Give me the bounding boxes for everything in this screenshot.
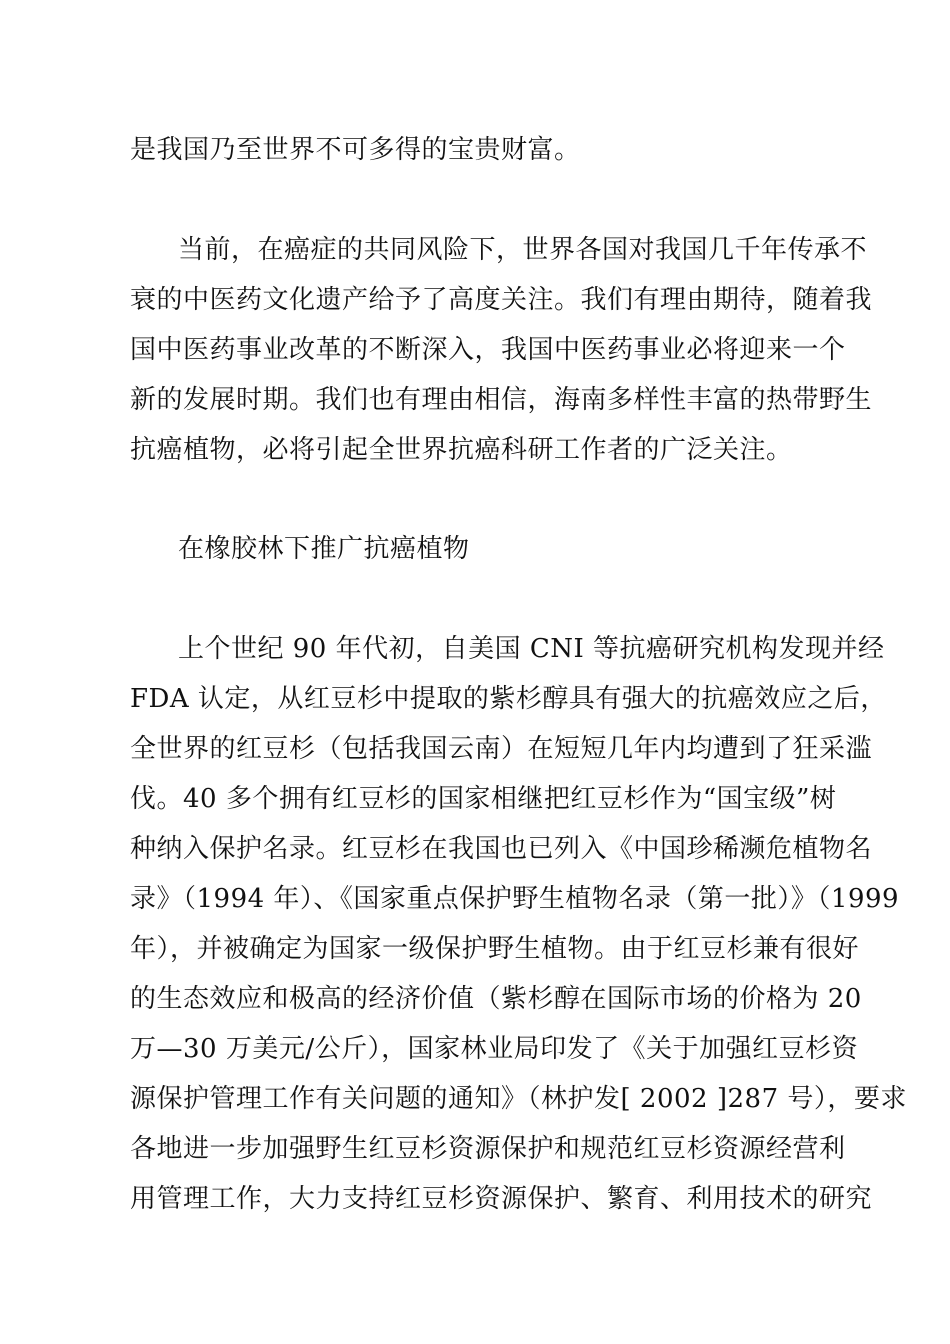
paragraph-line: 上个世纪 90 年代初，自美国 CNI 等抗癌研究机构发现并经 [178, 634, 885, 664]
paragraph-line: 各地进一步加强野生红豆杉资源保护和规范红豆杉资源经营利 [130, 1134, 846, 1164]
paragraph-line: 种纳入保护名录。红豆杉在我国也已列入《中国珍稀濒危植物名 [130, 834, 873, 864]
paragraph-line: 录》（1994 年）、《国家重点保护野生植物名录（第一批）》（1999 [130, 884, 900, 914]
paragraph-line: 新的发展时期。我们也有理由相信，海南多样性丰富的热带野生 [130, 385, 873, 415]
paragraph-line: 国中医药事业改革的不断深入，我国中医药事业必将迎来一个 [130, 335, 846, 365]
paragraph-line: FDA 认定，从红豆杉中提取的紫杉醇具有强大的抗癌效应之后， [130, 684, 887, 714]
section-heading: 在橡胶林下推广抗癌植物 [178, 534, 470, 564]
paragraph-line: 抗癌植物，必将引起全世界抗癌科研工作者的广泛关注。 [130, 435, 793, 465]
paragraph-line: 源保护管理工作有关问题的通知》（林护发[ 2002 ]287 号），要求 [130, 1084, 907, 1114]
paragraph-line: 当前，在癌症的共同风险下，世界各国对我国几千年传承不 [178, 235, 868, 265]
paragraph-line: 的生态效应和极高的经济价值（紫杉醇在国际市场的价格为 20 [130, 984, 862, 1014]
paragraph-line: 全世界的红豆杉（包括我国云南）在短短几年内均遭到了狂采滥 [130, 734, 873, 764]
paragraph-line: 衰的中医药文化遗产给予了高度关注。我们有理由期待，随着我 [130, 285, 873, 315]
paragraph-line: 伐。40 多个拥有红豆杉的国家相继把红豆杉作为“国宝级”树 [130, 784, 837, 814]
paragraph-line: 是我国乃至世界不可多得的宝贵财富。 [130, 135, 581, 165]
paragraph-line: 年），并被确定为国家一级保护野生植物。由于红豆杉兼有很好 [130, 934, 860, 964]
paragraph-line: 用管理工作，大力支持红豆杉资源保护、繁育、利用技术的研究 [130, 1184, 873, 1214]
paragraph-line: 万—30 万美元/公斤），国家林业局印发了《关于加强红豆杉资 [130, 1034, 859, 1064]
